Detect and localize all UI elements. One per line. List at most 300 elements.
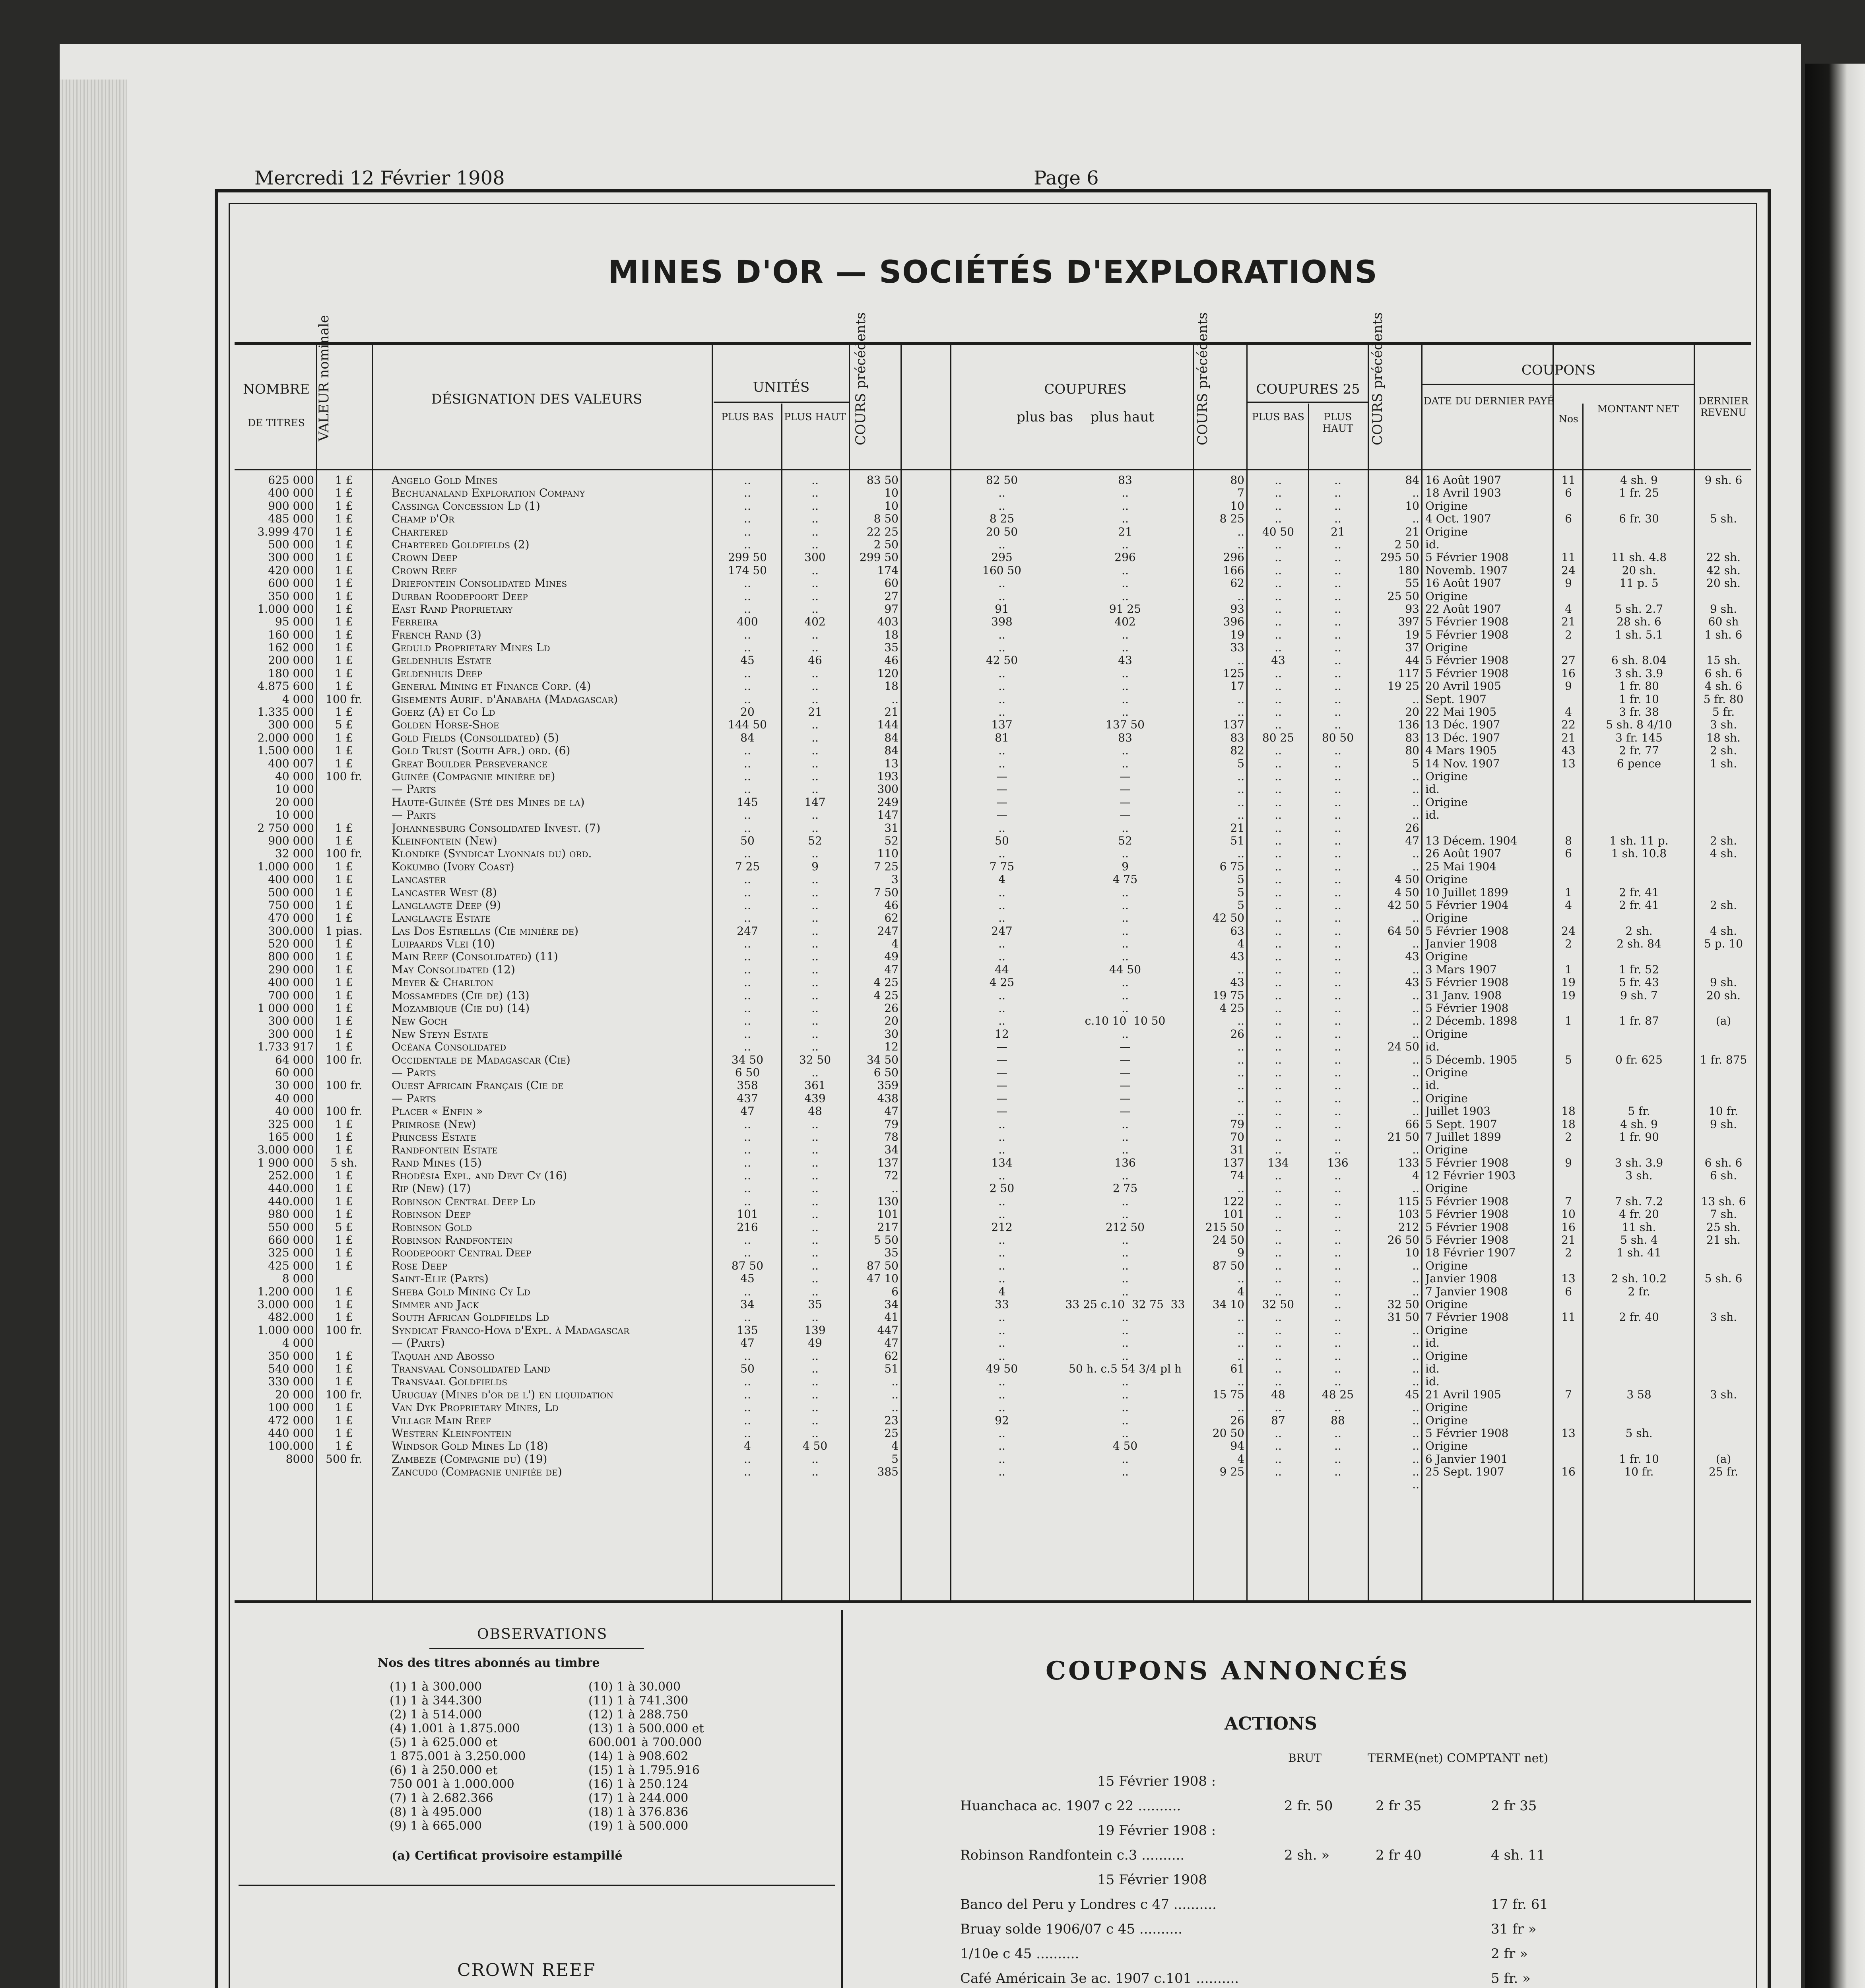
cell: 16 [1561,1466,1576,1479]
cell: 1 £ [335,1246,353,1260]
cell: 26 [1230,1414,1244,1427]
cell: 83 [1405,731,1419,744]
cell: .. [1334,590,1341,603]
cell: 144 50 [728,718,767,732]
cell: 5 [891,1452,899,1466]
cell: 6 [891,1285,899,1298]
cell: 11 [1561,474,1576,487]
cell: 330 000 [268,1375,314,1388]
cell: 1 £ [335,1118,353,1131]
cell: 212 [1398,1221,1419,1234]
cell [1554,1375,1582,1388]
cell: Crown Deep [392,551,457,564]
cell: 300 000 [268,1015,314,1028]
cell: .. [811,899,819,912]
cell: 500 000 [268,886,314,899]
cell: 1 [1565,963,1572,976]
cell: .. [1412,1478,1419,1491]
cell: 290 000 [268,963,314,976]
cell: — [996,1092,1007,1105]
cell: 5 fr. 80 [1703,693,1744,706]
cell [1696,1337,1751,1349]
cell: 9 sh. 7 [1620,989,1658,1002]
cell: 27 [1561,654,1576,667]
column-nombre [239,474,314,1466]
cell: General Mining et Finance Corp. (4) [392,680,591,693]
cell: Origine [1425,912,1468,925]
cell: 6 75 [1219,860,1244,873]
cell: (a) [1716,1452,1731,1466]
cell: 74 [1230,1169,1244,1182]
cell: .. [811,487,819,500]
cell: .. [1275,1092,1282,1105]
cell: .. [1334,924,1341,938]
cell: .. [1412,963,1419,976]
cell: Gisements Aurif. d'Anabaha (Madagascar) [392,693,618,706]
cell: .. [1122,667,1129,680]
cell: 1 £ [335,860,353,873]
cell: .. [1334,757,1341,770]
cell: 2 Décemb. 1898 [1425,1015,1518,1028]
cell: 91 25 [1109,602,1141,615]
cell: 100 fr. [326,1388,362,1401]
cell: 21 [1118,525,1132,538]
cell: .. [1334,796,1341,809]
cell: 5 Février 1908 [1425,976,1509,989]
cell [1696,809,1751,821]
cell: 5 Février 1908 [1425,1234,1509,1247]
cell: 122 [1223,1195,1244,1208]
cell: 6 Janvier 1901 [1425,1452,1508,1466]
cell: 87 50 [866,1259,899,1272]
cell: .. [1334,899,1341,912]
cell: Origine [1425,1027,1468,1041]
cell: .. [811,693,819,706]
cell: 24 [1561,564,1576,577]
cell: (11) 1 à 741.300 [588,1694,689,1708]
cell: Simmer and Jack [392,1298,479,1311]
cell: 4 sh. 9 [1620,474,1658,487]
cell: 447 [877,1324,899,1337]
cell: 6 50 [873,1066,899,1079]
cell: 660 000 [268,1234,314,1247]
cell: 43 [1405,976,1419,989]
cell: 1 £ [335,912,353,925]
crown-reef-title: CROWN REEF [457,1960,596,1980]
cell: 72 [884,1169,899,1182]
cell: .. [1334,1452,1341,1466]
cell: 5 Décemb. 1905 [1425,1053,1518,1066]
cell: 1 £ [335,1027,353,1041]
cell: .. [744,938,751,951]
cell: 3.000 000 [257,1143,314,1157]
cell: 83 50 [866,474,899,487]
cell [1554,1169,1582,1182]
cell: .. [1334,1311,1341,1324]
cell [1554,1337,1582,1349]
cell: .. [1122,1311,1129,1324]
cell: 3 58 [1626,1388,1652,1401]
cell: 133 [1398,1156,1419,1169]
cell: .. [744,989,751,1002]
cell: 5 Février 1908 [1425,628,1509,641]
cell: 5 Février 1908 [1425,1156,1509,1169]
cell: Rand Mines (15) [392,1156,482,1169]
cell: 4 50 [802,1440,828,1453]
cell: 60 sh [1708,615,1739,629]
cell: 625 000 [268,474,314,487]
page-title: MINES D'OR — SOCIÉTÉS D'EXPLORATIONS [608,254,1378,290]
cell: .. [1334,577,1341,590]
cell: 1 £ [335,641,353,654]
cell: .. [744,1246,751,1260]
cell [1584,1337,1694,1349]
cell: 43 [1561,744,1576,757]
cell [1554,1079,1582,1092]
cell: 402 [804,615,826,629]
cell: .. [1275,1208,1282,1221]
cell: Mossamedes (Cie de) (13) [392,989,530,1002]
cell: .. [811,1130,819,1143]
cell: .. [811,1182,819,1195]
cell: 5 fr. 43 [1619,976,1659,989]
cell: 1.733 917 [257,1041,314,1054]
cell: .. [1334,1066,1341,1079]
cell: .. [744,1234,751,1247]
cell [1696,770,1751,783]
cell: .. [744,1388,751,1401]
cell: .. [1237,1349,1244,1363]
subheader-rule [1421,384,1694,385]
cell: .. [744,899,751,912]
cell: .. [1275,873,1282,886]
cell: 35 [884,1246,899,1260]
cell: 1 sh. 5.1 [1615,628,1663,641]
cell: 2 [1565,1130,1572,1143]
cell: .. [811,1208,819,1221]
cell: 45 [1405,1388,1419,1401]
cell: .. [1275,1079,1282,1092]
cell: .. [1122,1234,1129,1247]
cell: 52 [808,834,822,847]
coupon-comptant: 2 fr 35 [1491,1798,1537,1814]
col-header-c25-bas: PLUS BAS [1252,411,1304,423]
cell: .. [1412,1362,1419,1375]
coupon-brut: 2 fr. 50 [1284,1798,1333,1814]
cell: 4 [1237,1285,1244,1298]
cell: .. [1122,1195,1129,1208]
cell: .. [1237,1092,1244,1105]
cell: .. [744,963,751,976]
coupon-label: Bruay solde 1906/07 c 45 .......... [960,1921,1182,1937]
cell: 21 [1561,731,1576,744]
column-revenu [1696,474,1751,1478]
cell: 20 [884,1015,899,1028]
cell: 398 [991,615,1013,629]
cell: 10 fr. [1708,1105,1739,1118]
cell: .. [998,1195,1005,1208]
cell: .. [1122,1466,1129,1479]
cell: — [1120,1053,1131,1066]
cell: 42 50 [986,654,1018,667]
cell: 21 [1405,525,1419,538]
cell: 1 £ [335,1208,353,1221]
cell: 44 50 [1109,963,1141,976]
cell: 84 [1405,474,1419,487]
cell: 1 sh. 6 [1704,628,1743,641]
observations-footnote: (a) Certificat provisoire estampillé [392,1849,623,1863]
cell: 125 [1223,667,1244,680]
cell: 7 50 [873,886,899,899]
cell: 11 p. 5 [1619,577,1659,590]
cell: 103 [1398,1208,1419,1221]
cell: 1 fr. 875 [1700,1053,1747,1066]
cell [1696,526,1751,538]
cell: 6 pence [1617,757,1661,770]
cell: .. [1275,1349,1282,1363]
cell: .. [1412,1002,1419,1015]
cell [1696,822,1751,835]
cell: Sept. 1907 [1425,693,1487,706]
cell: 16 Août 1907 [1425,474,1502,487]
cell: 61 [1230,1362,1244,1375]
cell: .. [998,667,1005,680]
cell: 100 000 [268,1401,314,1414]
cell: Princess Estate [392,1130,476,1143]
cell: 1 £ [335,989,353,1002]
table-bottom-rule [235,1600,1751,1603]
cell: .. [1334,1337,1341,1350]
cell: 20 sh. [1706,989,1741,1002]
cell: 8000 [285,1452,314,1466]
column-rule [1582,404,1584,1600]
cell: 500 000 [268,538,314,551]
cell: 3 sh. [1710,1388,1737,1401]
cell: .. [1275,1375,1282,1388]
cell: 4 25 [1219,1002,1244,1015]
cell: 3.000 000 [257,1298,314,1311]
cell: 23 [884,1414,899,1427]
cell [1425,822,1554,835]
cell: 3 sh. 3.9 [1615,1156,1663,1169]
cell: .. [811,1169,819,1182]
cell: (4) 1.001 à 1.875.000 [390,1722,520,1736]
cell: .. [998,1169,1005,1182]
cell: 9 [1122,860,1129,873]
column-date [1425,474,1554,1478]
cell: .. [1237,706,1244,719]
cell: .. [811,1466,819,1479]
cell: (18) 1 à 376.836 [588,1805,689,1819]
cell: 60 [884,577,899,590]
cell: 750 001 à 1.000.000 [390,1777,514,1791]
cell: .. [811,1246,819,1260]
cell: 1 £ [335,602,353,615]
cell: 900 000 [268,499,314,513]
cell: 82 [1230,744,1244,757]
cell: .. [811,718,819,732]
cell: 1 £ [335,1349,353,1363]
cell: 25 50 [1387,590,1419,603]
cell: 1 £ [335,1298,353,1311]
cell: 147 [877,809,899,822]
cell: .. [998,628,1005,641]
cell: 100 fr. [326,693,362,706]
cell: .. [891,1388,899,1401]
cell: .. [1275,834,1282,847]
cell: .. [1275,1440,1282,1453]
cell: .. [1334,1440,1341,1453]
cell: .. [998,680,1005,693]
cell: 19 [1561,976,1576,989]
cell: .. [998,1246,1005,1260]
cell: 800 000 [268,950,314,963]
cell: 385 [877,1466,899,1479]
cell: 1 [1565,1015,1572,1028]
cell: 10 [1230,499,1244,513]
cell: 217 [877,1221,899,1234]
cell: .. [1334,809,1341,822]
cell: 17 [1230,680,1244,693]
cell: 51 [1230,834,1244,847]
cell: .. [998,886,1005,899]
cell: Janvier 1908 [1425,1272,1497,1285]
cell: 4 50 [1394,873,1419,886]
cell: .. [1334,1130,1341,1143]
cell: .. [998,1234,1005,1247]
cell: .. [1334,1375,1341,1388]
cell: .. [1334,1079,1341,1092]
cell [1554,822,1582,835]
cell: 359 [877,1079,899,1092]
cell: .. [1334,1208,1341,1221]
cell: 1.000 000 [257,1324,314,1337]
cell: 5 fr. [1712,706,1735,719]
cell [318,783,370,796]
cell: 137 [991,718,1013,732]
cell: Lancaster [392,873,446,886]
cell: .. [1334,1015,1341,1028]
cell: 3 Mars 1907 [1425,963,1497,976]
cell: 21 [808,706,822,719]
cell: .. [1334,1272,1341,1285]
cell: 4 [891,938,899,951]
cell: Langlaagte Estate [392,912,491,925]
cell: .. [811,474,819,487]
cell: 92 [995,1414,1009,1427]
cell: .. [811,628,819,641]
cell: 300 000 [268,551,314,564]
page-stack-edge [60,80,127,1988]
cell: French Rand (3) [392,628,481,641]
cell: 21 [884,706,899,719]
cell: 1 £ [335,1234,353,1247]
cell: .. [1275,1182,1282,1195]
cell: .. [1412,1375,1419,1388]
cell: (16) 1 à 250.124 [588,1777,689,1791]
cell: 91 [995,602,1009,615]
cell: .. [1412,1440,1419,1453]
cell: .. [1412,847,1419,860]
cell [1584,1041,1694,1053]
cell: .. [1275,693,1282,706]
cell: 6 sh. 8.04 [1611,654,1667,667]
cell: 4 Mars 1905 [1425,744,1497,757]
cell: 6 [1565,847,1572,860]
col-header-dernier-revenu: DERNIER REVENU [1698,395,1749,418]
cell: Goerz (A) et Co Ld [392,706,495,719]
cell: .. [998,757,1005,770]
cell [1696,1182,1751,1195]
cell: 31 Janv. 1908 [1425,989,1502,1002]
cell: .. [1334,680,1341,693]
cell: 1 pias. [325,924,363,938]
cell [1584,1324,1694,1337]
cell: .. [811,1388,819,1401]
cell: 42 50 [1212,912,1244,925]
cell: .. [1122,1375,1129,1388]
cell: 400 000 [268,487,314,500]
cell: 1 £ [335,513,353,526]
column-rule [1694,342,1695,1600]
cell: .. [1275,628,1282,641]
cell: 2 [1565,938,1572,951]
cell: .. [1122,1337,1129,1350]
cell: c.10 10 10 50 [1085,1015,1166,1028]
cell: 1 sh. 10.8 [1611,847,1667,860]
cell: .. [811,525,819,538]
cell: .. [998,1401,1005,1414]
cell: .. [811,950,819,963]
cell: 100.000 [268,1440,314,1453]
cell: .. [1237,1041,1244,1054]
cell: .. [998,1208,1005,1221]
observations-divider [841,1610,843,1988]
cell: 160 000 [268,628,314,641]
cell: 136 [1327,1156,1349,1169]
cell: .. [744,1414,751,1427]
cell: .. [1275,1311,1282,1324]
cell: 15 sh. [1706,654,1741,667]
cell [1584,1066,1694,1079]
cell [1584,1182,1694,1195]
cell: 400 000 [268,873,314,886]
observations-rule [429,1648,644,1649]
cell: 136 [1114,1156,1136,1169]
coupon-date: 15 Février 1908 [1097,1872,1207,1888]
cell [1584,641,1694,654]
cell: 22 sh. [1706,551,1741,564]
cell: 2 50 [1394,538,1419,551]
cell: 93 [1230,602,1244,615]
col-header-montant-net: MONTANT NET [1597,403,1679,415]
cell: .. [744,474,751,487]
cell: .. [1275,1027,1282,1041]
cell: 33 [1230,641,1244,654]
cell: 8 25 [1219,513,1244,526]
col-header-date-dernier-paye: DATE DU DERNIER PAYÉ [1423,395,1554,407]
cell: .. [744,847,751,860]
cell: 120 [877,667,899,680]
cell: 1 [1565,886,1572,899]
cell: .. [811,976,819,989]
cell: .. [1334,1401,1341,1414]
cell: 296 [1223,551,1244,564]
cell: 84 [884,744,899,757]
cell: — [996,1066,1007,1079]
cell: 4 Oct. 1907 [1425,513,1491,526]
cell: 1 875.001 à 3.250.000 [390,1749,526,1763]
